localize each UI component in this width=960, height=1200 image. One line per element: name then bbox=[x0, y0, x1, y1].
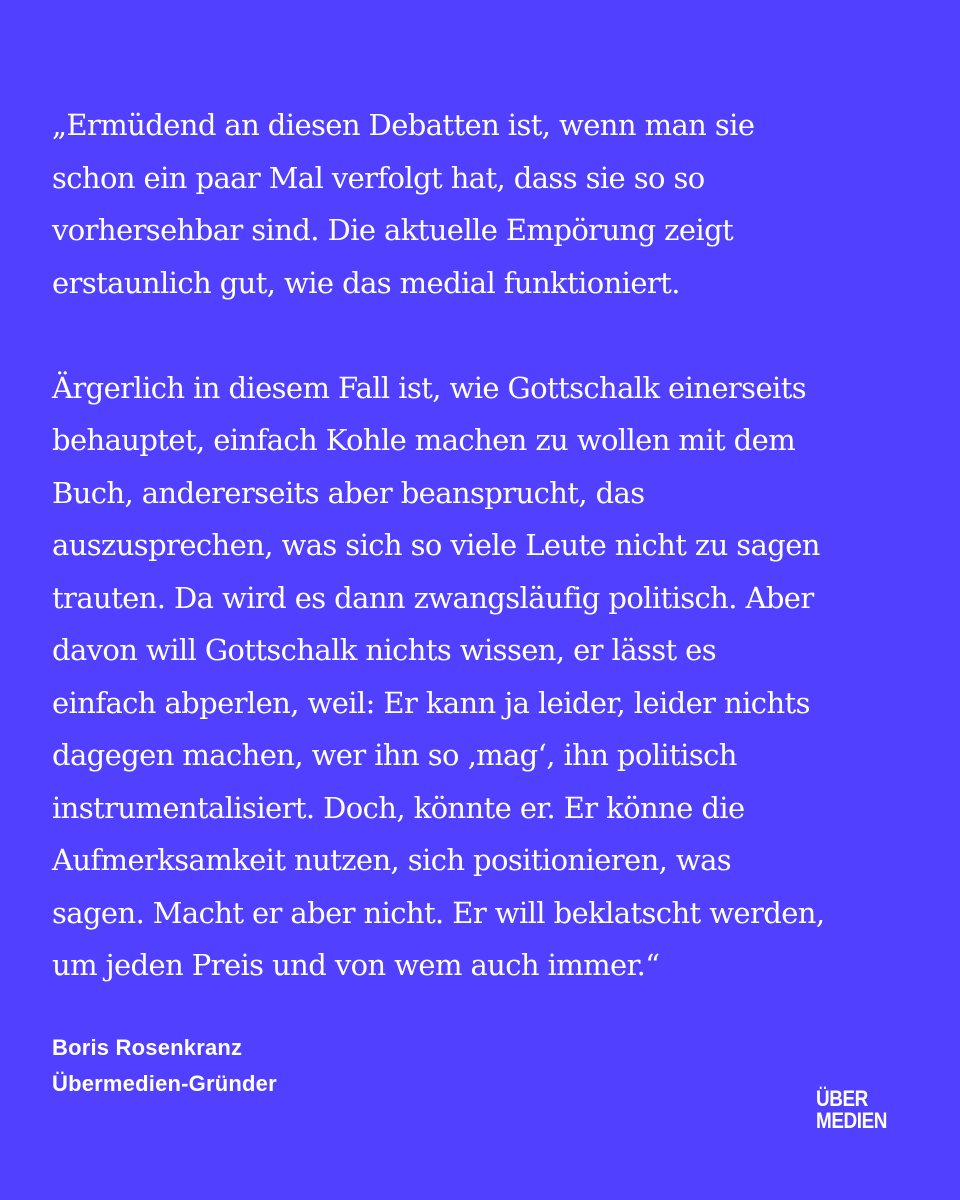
quote-text bbox=[52, 99, 932, 992]
quote-line: einfach abperlen, weil: Er kann ja leider, leider nichts bbox=[52, 685, 810, 720]
quote-line: instrumentalisiert. Doch, könnte er. Er könne die bbox=[52, 790, 745, 825]
quote-paragraph-1 bbox=[52, 99, 932, 309]
logo-line-2: MEDIEN bbox=[816, 1108, 888, 1133]
quote-line: Ärgerlich in diesem Fall ist, wie Gottschalk einerseits bbox=[52, 370, 807, 405]
quote-line: „Ermüdend an diesen Debatten ist, wenn man sie bbox=[52, 108, 755, 142]
paragraph-spacer bbox=[52, 309, 932, 362]
quote-line: schon ein paar Mal verfolgt hat, dass sie so so bbox=[52, 160, 705, 195]
author-name: Boris Rosenkranz bbox=[52, 1035, 243, 1060]
quote-line: erstaunlich gut, wie das medial funktioniert. bbox=[52, 265, 680, 300]
quote-line: vorhersehbar sind. Die aktuelle Empörung zeigt bbox=[52, 213, 734, 247]
quote-line: sagen. Macht er aber nicht. Er will beklatscht werden, bbox=[52, 895, 825, 930]
uebermedien-logo bbox=[816, 1088, 887, 1132]
quote-line: dagegen machen, wer ihn so ‚mag‘, ihn politisch bbox=[52, 738, 737, 772]
quote-line: trauten. Da wird es dann zwangsläufig politisch. Aber bbox=[52, 580, 814, 615]
quote-line: davon will Gottschalk nichts wissen, er lässt es bbox=[52, 633, 717, 667]
quote-paragraph-2 bbox=[52, 362, 932, 992]
quote-line: Aufmerksamkeit nutzen, sich positionieren, was bbox=[52, 843, 732, 877]
quote-line: Buch, andererseits aber beansprucht, das bbox=[52, 475, 645, 510]
logo-line-1: ÜBER bbox=[816, 1086, 868, 1111]
author-attribution bbox=[52, 1030, 277, 1102]
quote-line: auszusprechen, was sich so viele Leute nicht zu sagen bbox=[52, 528, 820, 562]
quote-line: um jeden Preis und von wem auch immer.“ bbox=[52, 948, 660, 982]
author-role: Übermedien-Gründer bbox=[52, 1071, 277, 1096]
quote-line: behauptet, einfach Kohle machen zu wollen mit dem bbox=[52, 423, 796, 457]
